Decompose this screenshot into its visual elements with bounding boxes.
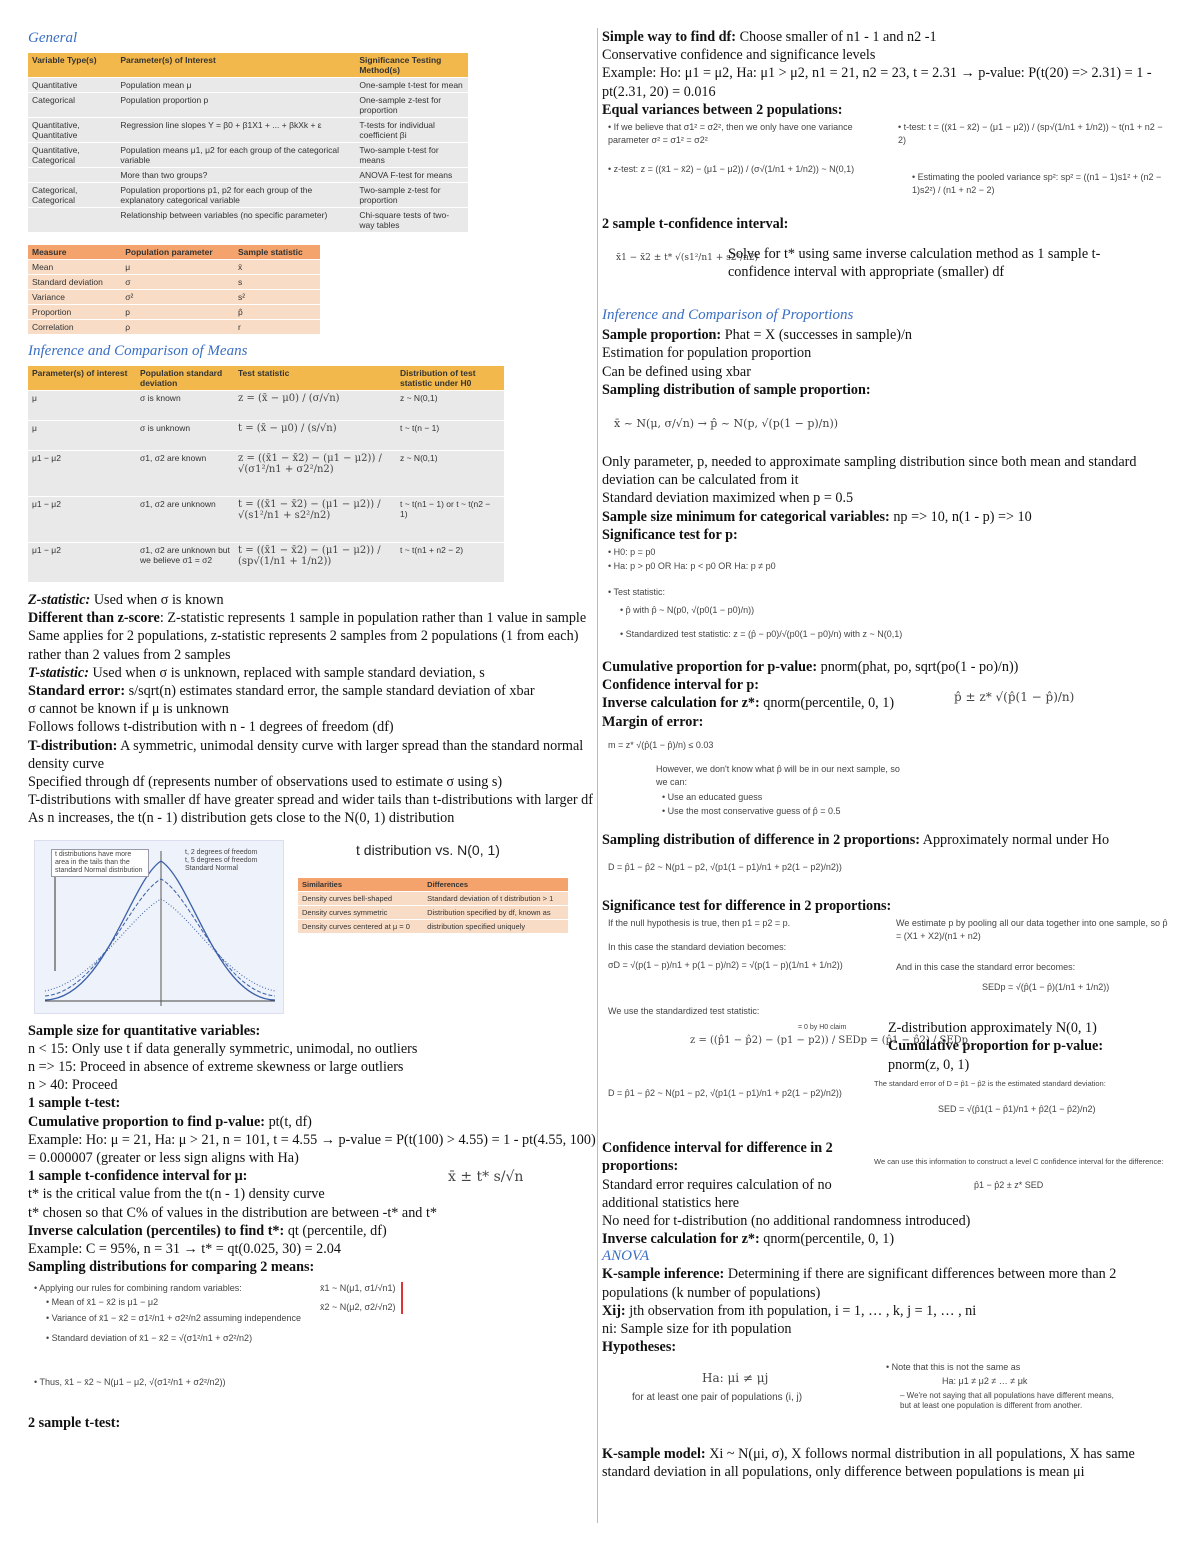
term: T-statistic: [28,664,89,681]
sampling-dist-figure [28,1282,598,1412]
bullet: And in this case the standard error becomes: [896,962,1076,973]
table-row [28,78,468,93]
bullet: σD = √(p(1 − p)/n1 + p(1 − p)/n2) = √(p(1 − p)(1/n1 + 1/n2)) [608,960,843,971]
table-header: Population parameter [121,245,234,260]
t-distribution-figure [28,834,598,1014]
term: Cumulative proportion for p-value: [602,659,818,676]
diff-line [28,609,598,627]
term: Simple way to find df: [602,29,737,45]
subheading: Cumulative proportion for p-value: [888,1038,1104,1055]
zstat-line [28,591,598,609]
term: Sample proportion: [602,327,722,344]
table-cell: μ [28,421,136,451]
red-box [320,1282,403,1314]
legend-entry: t, 2 degrees of freedom [185,848,258,856]
table-row [28,118,468,143]
moe-figure [602,731,1174,831]
subheading: Sampling distributions for comparing 2 means: [28,1259,315,1276]
definition: pnorm(phat, po, sqrt(po(1 - po)/n)) [817,659,1019,676]
table-row [298,919,568,933]
table-cell: Variance [28,290,121,305]
table-cell: T-tests for individual coefficient βi [355,118,468,143]
formula-red: x̄2 ~ N(μ2, σ2/√n2) [320,1302,396,1313]
table-cell: Regression line slopes Y = β0 + β1X1 + ... + βkXk + ε [116,118,355,143]
bullet: • t-test: t = ((x̄1 − x̄2) − (μ1 − μ2)) / (sp√(1/n1 + 1/n2)) ~ t(n1 + n2 − 2) [898,122,1163,146]
definition: qnorm(percentile, 0, 1) [759,695,895,712]
similarities-table [298,878,568,934]
table-header: Parameter(s) of Interest [116,53,355,78]
section-heading-proportions: Inference and Comparison of Proportions [602,307,854,324]
table-cell: t = ((x̄1 − x̄2) − (μ1 − μ2)) / (sp√(1/n1 + 1/n2)) [234,543,396,583]
table-cell: Relationship between variables (no specific parameter) [116,208,355,233]
table-cell: z = ((x̄1 − x̄2) − (μ1 − μ2)) / √(σ1²/n1 + σ2²/n2) [234,451,396,497]
table-cell: σ² [121,290,234,305]
table-cell: μ1 − μ2 [28,451,136,497]
table-cell: Population proportions p1, p2 for each group of the explanatory categorical variable [116,183,355,208]
table-cell: t = ((x̄1 − x̄2) − (μ1 − μ2)) / √(s1²/n1 + s2²/n2) [234,497,396,543]
text-line: n => 15: Proceed in absence of extreme skewness or large outliers [28,1059,404,1076]
term: Cumulative proportion to find p-value: [28,1113,266,1130]
table-row [28,543,504,583]
term: Xij: [602,1302,626,1319]
bullet: Ha: μ1 ≠ μ2 ≠ … ≠ μk [942,1375,1028,1386]
red-note: • Use an educated guess [662,791,763,802]
sig-test-figure [602,544,1174,658]
table-cell: Density curves symmetric [298,905,423,919]
text-line: t* chosen so that C% of values in the distribution are between -t* and t* [28,1204,437,1221]
bullet: In this case the standard deviation becomes: [608,942,787,953]
table-cell [28,168,116,183]
table-cell: σ is unknown [136,421,234,451]
table-cell: Standard deviation of t distribution > 1 [423,891,568,905]
ci2-formula: p̂1 − p̂2 ± z* SED [974,1180,1044,1191]
text-line: T-distributions with smaller df have greater spread and wider tails than t-distributions with larger df [28,792,594,809]
bullet: • z-test: z = ((x̄1 − x̄2) − (μ1 − μ2)) / (σ√(1/n1 + 1/n2)) ~ N(0,1) [608,164,855,175]
means-inference-table [28,366,504,583]
table-header: Similarities [298,878,423,892]
term: Sampling distribution of difference in 2 proportions: [602,831,920,848]
table-cell: σ1, σ2 are known [136,451,234,497]
table-cell: Population mean μ [116,78,355,93]
text-line: ni: Sample size for ith population [602,1321,792,1338]
table-row [28,451,504,497]
table-cell: Density curves bell-shaped [298,891,423,905]
definition: s/sqrt(n) estimates standard error, the sample standard deviation of xbar [125,683,535,700]
table-cell: Distribution specified by df, known as [423,905,568,919]
table-cell: r [234,320,320,335]
subheading: Sampling distribution of sample proportion: [602,381,871,398]
sd2-line [602,831,1174,849]
table-row [28,391,504,421]
section-heading-anova: ANOVA [602,1248,650,1265]
bullet: • H0: p = p0 [608,547,656,558]
term: Sample size minimum for categorical variables: [602,508,890,525]
table-cell: One-sample z-test for proportion [355,93,468,118]
text-line: Follows follows t-distribution with n - 1 degrees of freedom (df) [28,719,394,736]
table-cell: s² [234,290,320,305]
subheading: Significance test for p: [602,526,738,543]
bullet: SEDp = √(p̂(1 − p̂)(1/n1 + 1/n2)) [982,982,1110,993]
red-note: However, we don't know what p̂ will be in our next sample, so we can: [656,763,900,787]
cum-line [602,658,1174,676]
table-row [298,891,568,905]
definition: Approximately normal under Ho [919,831,1110,848]
sp-line [602,326,1174,344]
table-cell: Standard deviation [28,275,121,290]
moe-formula: m = z* √(p̂(1 − p̂)/n) ≤ 0.03 [608,739,714,750]
variable-type-table [28,53,468,233]
bullet: • Applying our rules for combining random variables: [34,1283,242,1294]
text-line: Can be defined using xbar [602,363,751,380]
table-cell: Proportion [28,305,121,320]
text-line: pnorm(z, 0, 1) [888,1056,970,1073]
table-cell: ANOVA F-test for means [355,168,468,183]
subheading: 1 sample t-test: [28,1095,121,1112]
bullet: • Mean of x̄1 − x̄2 is μ1 − μ2 [46,1297,159,1308]
table-cell: σ [121,275,234,290]
table-cell: t ~ t(n1 − 1) or t ~ t(n2 − 1) [396,497,504,543]
measure-table [28,245,320,335]
bullet: We use the standardized test statistic: [608,1006,760,1017]
table-cell: x̄ [234,260,320,275]
term: Inverse calculation (percentiles) to find t*: [28,1222,285,1239]
bullet: • Ha: p > p0 OR Ha: p < p0 OR Ha: p ≠ p0 [608,561,776,572]
z-formula: z = ((p̂1 − p̂2) − (p1 − p2)) / SEDp = (p̂1 − p̂2) / SEDp [690,1035,969,1047]
table-header: Population standard deviation [136,366,234,391]
subheading: Confidence interval for difference in 2 proportions: [602,1140,833,1175]
bullet: • Variance of x̄1 − x̄2 = σ1²/n1 + σ2²/n2 assuming independence [46,1313,302,1324]
definition: pt(t, df) [265,1113,312,1130]
term: K-sample model: [602,1445,706,1462]
table-cell: Population proportion p [116,93,355,118]
means-notes [28,591,598,828]
table-header: Differences [423,878,568,892]
sig2-figure [602,915,1174,1021]
legend-entry: t, 5 degrees of freedom [185,856,258,864]
subheading: Sample size for quantitative variables: [28,1022,261,1039]
z-notes [888,1019,1172,1074]
inv-line [602,694,1174,712]
table-row [28,320,320,335]
bullet: • If we believe that σ1² = σ2², then we only have one variance parameter σ² = σ1² = σ2² [608,122,853,146]
right-column [602,28,1174,1481]
ha-sub: for at least one pair of populations (i, j) [632,1391,803,1403]
bullet: • Estimating the pooled variance sp²: sp² = ((n1 − 1)s1² + (n2 − 1)s2²) / (n1 + n2 − 2) [912,172,1162,196]
table-header: Significance Testing Method(s) [355,53,468,78]
text-line: Example: C = 95%, n = 31 → t* = qt(0.025, 30) = 2.04 [28,1241,341,1258]
cum-line [28,1113,598,1131]
table-cell: t ~ t(n − 1) [396,421,504,451]
text-line: Example: Ho: μ1 = μ2, Ha: μ1 > μ2, n1 = 21, n2 = 23, t = 2.31 → p-value: P(t(20) => 2.31) = 1 - pt(2.31, 20) = 0.016 [602,65,1152,100]
table-cell: Correlation [28,320,121,335]
table-row [28,93,468,118]
table-cell: Two-sample t-test for means [355,143,468,168]
bullet: • Thus, x̄1 − x̄2 ~ N(μ1 − μ2, √(σ1²/n1 + σ2²/n2)) [34,1377,226,1388]
subheading: Significance test for difference in 2 proportions: [602,898,892,915]
definition: Phat = X (successes in sample)/n [721,327,912,344]
model-line [602,1445,1174,1481]
table-cell: Density curves centered at μ = 0 [298,919,423,933]
table-cell: t ~ t(n1 + n2 − 2) [396,543,504,583]
red-note: = 0 by H0 claim [798,1024,847,1032]
inv-line [28,1222,598,1240]
text-line: Estimation for population proportion [602,345,812,362]
text-line: σ cannot be known if μ is unknown [28,701,229,718]
text-line: Standard deviation maximized when p = 0.5 [602,490,854,507]
tci-block [602,233,1174,285]
ci-block [28,1167,598,1222]
sample-size-notes [28,1022,598,1277]
d-formula: D = p̂1 − p̂2 ~ N(p1 − p2, √(p1(1 − p1)/n1 + p2(1 − p2)/n2)) [608,1088,842,1099]
definition: qt (percentile, df) [284,1222,387,1239]
table-cell: z ~ N(0,1) [396,451,504,497]
table-cell: μ [28,391,136,421]
table-cell: μ1 − μ2 [28,543,136,583]
tci-formula: x̄1 − x̄2 ± t* √(s1²/n1 + s2²/n2) [616,253,759,264]
table-cell: Population means μ1, μ2 for each group of the categorical variable [116,143,355,168]
d-figure [602,1073,1174,1139]
table-header: Parameter(s) of interest [28,366,136,391]
sd-formula: x̄ ~ N(μ, σ/√n) → p̂ ~ N(p, √(p(1 − p)/n)) [614,417,839,431]
definition: Choose smaller of n1 - 1 and n2 -1 [736,29,937,45]
x-line [602,1302,1174,1320]
hypotheses-figure [602,1357,1174,1445]
red-note: If the null hypothesis is true, then p1 = p2 = p. [608,918,791,929]
subheading: Equal variances between 2 populations: [602,101,843,118]
z-figure [602,1021,1174,1073]
table-row [28,260,320,275]
min-line [602,508,1174,526]
se-line [28,682,598,700]
table-cell: More than two groups? [116,168,355,183]
term: Different than z-score [28,610,160,627]
text-line: Example: Ho: μ = 21, Ha: μ > 21, n = 101, t = 4.55 → p-value = P(t(100) > 4.55) = 1 - pt(4.55, 100) = 0.000007 (greater or less sign aligns with Ha) [28,1131,596,1167]
d-se: SED = √(p̂1(1 − p̂1)/n1 + p̂2(1 − p̂2)/n2) [938,1104,1096,1115]
table-cell: One-sample t-test for mean [355,78,468,93]
table-cell: p [121,305,234,320]
table-cell: ρ [121,320,234,335]
d-note: The standard error of D = p̂1 − p̂2 is the estimated standard deviation: [874,1079,1106,1089]
text-line: As n increases, the t(n - 1) distribution gets close to the N(0, 1) distribution [28,810,455,827]
subheading: Confidence interval for p: [602,677,759,694]
text-line: Solve for t* using same inverse calculation method as 1 sample t-confidence interval with appropriate (smaller) df [728,246,1101,281]
section-heading-means: Inference and Comparison of Means [28,343,248,359]
table-cell: Mean [28,260,121,275]
term: Inverse calculation for z*: [602,695,760,712]
bullet: • Standardized test statistic: z = (p̂ − p0)/√(p0(1 − p0)/n) with z ~ N(0,1) [620,629,903,640]
text-line: Specified through df (represents number of observations used to estimate σ using s) [28,774,503,791]
subheading: Margin of error: [602,713,704,730]
definition: Determining if there are significant differences between more than 2 populations (k number of populations) [602,1266,1117,1301]
subheading: 2 sample t-confidence interval: [602,216,789,233]
figure-note: t distributions have more area in the tails than the standard Normal distribution [51,849,149,877]
table-row [28,497,504,543]
table-row [28,305,320,320]
table-cell: p̂ [234,305,320,320]
figure-title: t distribution vs. N(0, 1) [356,841,500,858]
figure-legend [185,849,277,873]
table-header: Sample statistic [234,245,320,260]
ci2-block [602,1139,1174,1248]
term: Z-statistic: [28,592,91,608]
k-line [602,1265,1174,1301]
table-row [28,421,504,451]
bullet: We estimate p by pooling all our data together into one sample, so p̂ = (X1 + X2)/(n1 + n2) [896,918,1168,942]
definition: Xi ~ N(μi, σ), X follows normal distribution in all populations, X has same standard deviation in all populations, only difference between populations is mean μi [602,1445,1135,1480]
table-cell: μ [121,260,234,275]
table-cell: Quantitative [28,78,116,93]
legend-entry: Standard Normal [185,864,238,872]
table-cell: Categorical, Categorical [28,183,116,208]
text-line: Same applies for 2 populations, z-statistic represents 2 samples from 2 populations (1 from each) rather than 2 values from 2 samples [28,628,579,663]
table-row [28,183,468,208]
term: Standard error: [28,683,126,700]
tdist-line [28,737,598,773]
table-cell: σ1, σ2 are unknown [136,497,234,543]
table-cell [28,208,116,233]
bullet: • Note that this is not the same as [886,1361,1021,1372]
definition: Used when σ is known [90,592,224,608]
subheading: 1 sample t-confidence interval for μ: [28,1168,248,1185]
equal-variance-figure [602,119,1174,209]
ci2-text [602,1139,864,1212]
table-cell: Two-sample z-test for proportion [355,183,468,208]
bullet: • Standard deviation of x̄1 − x̄2 = √(σ1²/n1 + σ2²/n2) [46,1333,253,1344]
definition: np => 10, n(1 - p) => 10 [889,508,1032,525]
table-cell: σ1, σ2 are unknown but we believe σ1 = σ2 [136,543,234,583]
subheading: 2 sample t-test: [28,1415,121,1432]
inv2-line [602,1230,1174,1248]
ci-formula: x̄ ± t* s/√n [448,1169,524,1186]
bullet: • p̂ with p̂ ~ N(p0, √(p0(1 − p0)/n)) [620,605,755,616]
table-cell: s [234,275,320,290]
definition: Used when σ is unknown, replaced with sample standard deviation, s [88,664,485,681]
definition: jth observation from ith population, i = 1, … , k, j = 1, … , ni [625,1302,977,1319]
table-header: Distribution of test statistic under H0 [396,366,504,391]
table-header: Test statistic [234,366,396,391]
text-line: No need for t-distribution (no additional randomness introduced) [602,1213,971,1230]
text-line: n > 40: Proceed [28,1077,118,1094]
text-line: Z-distribution approximately N(0, 1) [888,1020,1097,1037]
table-cell: Chi-square tests of two-way tables [355,208,468,233]
table-row [28,208,468,233]
red-note: • Use the most conservative guess of p̂ = 0.5 [662,805,841,816]
table-cell: μ1 − μ2 [28,497,136,543]
term: K-sample inference: [602,1266,725,1283]
ci-p-formula: p̂ ± z* √(p̂(1 − p̂)/n) [954,690,1075,705]
table-header: Variable Type(s) [28,53,116,78]
tstat-line [28,664,598,682]
bullet: – We're not saying that all populations have different means, but at least one population is different from another. [900,1390,1114,1410]
text-line: Standard error requires calculation of no additional statistics here [602,1176,832,1211]
table-cell: Quantitative, Categorical [28,143,116,168]
definition: qnorm(percentile, 0, 1) [759,1231,895,1248]
table-row [28,290,320,305]
section-heading-general: General [28,30,78,46]
sd2-formula: D = p̂1 − p̂2 ~ N(p1 − p2, √(p1(1 − p1)/n1 + p2(1 − p2)/n2)) [608,862,842,873]
table-row [298,905,568,919]
term: T-distribution: [28,737,118,754]
table-row [28,275,320,290]
term: Inverse calculation for z*: [602,1231,760,1248]
table-row [28,168,468,183]
text-line: n < 15: Only use t if data generally symmetric, unimodal, no outliers [28,1040,418,1057]
table-row [28,143,468,168]
text-line: Only parameter, p, needed to approximate sampling distribution since both mean and standard deviation can be calculated from it [602,454,1137,489]
table-cell: σ is known [136,391,234,421]
ci-p-block [602,676,1174,731]
definition: A symmetric, unimodal density curve with larger spread than the standard normal density curve [28,737,584,772]
table-cell: Quantitative, Quantitative [28,118,116,143]
table-header: Measure [28,245,121,260]
bullet: • Test statistic: [608,587,666,598]
subheading: Hypotheses: [602,1339,677,1356]
definition: : Z-statistic represents 1 sample in population rather than 1 value in sample [159,610,587,627]
formula-red: x̄1 ~ N(μ1, σ1/√n1) [320,1283,396,1294]
table-cell: distribution specified uniquely [423,919,568,933]
table-cell: z ~ N(0,1) [396,391,504,421]
text-line: Conservative confidence and significance levels [602,47,876,64]
ci2-note: We can use this information to construct a level C confidence interval for the difference: [874,1157,1164,1167]
table-cell: z = (x̄ − μ0) / (σ/√n) [234,391,396,421]
df-line [602,28,1174,46]
t-distribution-plot [34,840,284,1014]
table-cell: Categorical [28,93,116,118]
left-column [28,28,598,1433]
text-line: t* is the critical value from the t(n - 1) density curve [28,1186,325,1203]
ha-formula: Ha: μi ≠ μj [702,1370,769,1385]
table-cell: t = (x̄ − μ0) / (s/√n) [234,421,396,451]
